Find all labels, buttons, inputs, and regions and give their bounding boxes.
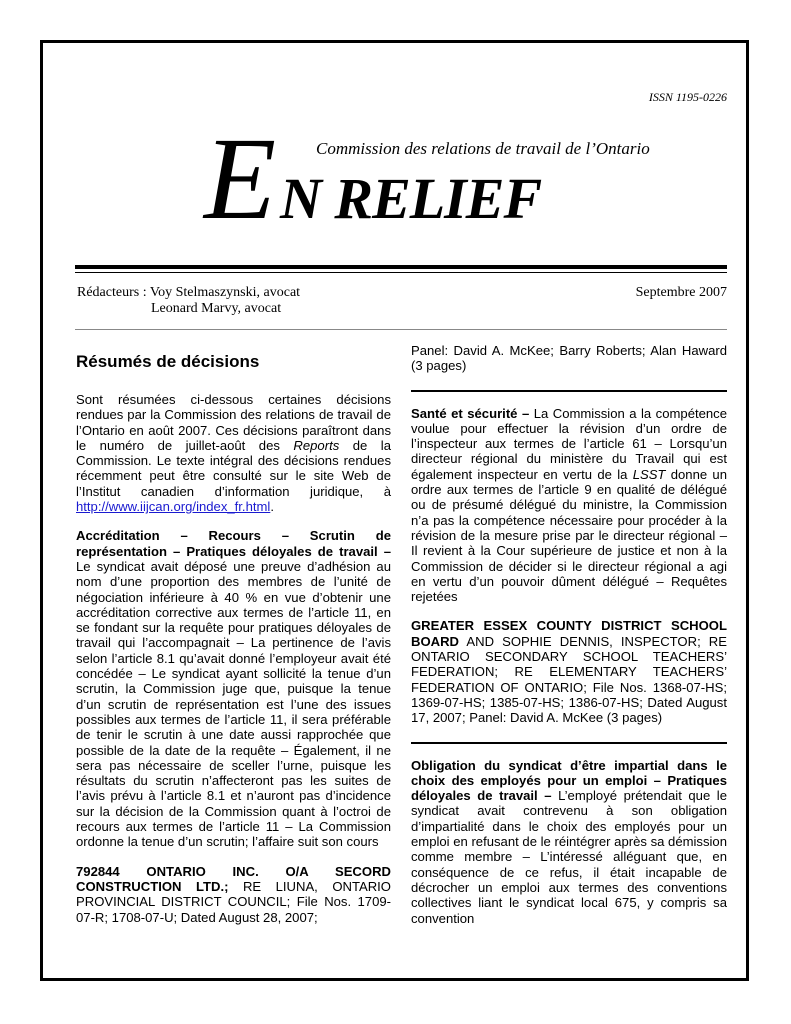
editors-rule <box>75 329 727 330</box>
case-party: 792844 ONTARIO INC. O/A SECORD CONSTRUCTION LTD.; <box>76 863 391 894</box>
case-summary: Obligation du syndicat d’être impartial dans le choix des employés pour un emploi – Pratiques déloyales de travail – L’employé prétendait que le syndicat avait contrevenu à son obligation d’impartialité dans le choix des employés pour un emploi en refusant de le réintégrer après sa démission comme membre – L’intéressé alléguant que, en conséquence de ce refus, il était incapable de décrocher un emploi aux termes des conventions collectives liant le syndicat local 675, y compris sa convention <box>411 757 727 926</box>
case-summary: Santé et sécurité – La Commission a la compétence voulue pour effectuer la révision d’un ordre de l’inspecteur aux termes de l’article 61 – Lorsqu’un directeur régional du ministère du Travail qui est également inspecteur en vertu de la LSST donne un ordre aux termes de l’article 9 en qualité de délégué ou de présumé délégué du ministre, la Commission n’a pas la compétence nécessaire pour procéder à la révision de la mesure prise par le directeur régional – Il revient à la Cour supérieure de justice et non à la Commission de décider si le directeur régional a agi en vertu d’un pouvoir dûment délégué – Requêtes rejetées <box>411 405 728 605</box>
case-body: Le syndicat avait déposé une preuve d’adhésion au nom d’une proportion des membres de l’unité de négociation inférieure à 40 % en vue d’obtenir une accréditation corrective aux termes de l’article 11, en se fondant sur la requête pour pratiques déloyales de travail qui l’accompagnait – La pertinence de l’avis selon l’article 8.1 qu’avait donné l’employeur avait été concédée – Le syndicat ayant sollicité la tenue d’un scrutin, la Commission juge que, puisque la tenue d’un scrutin de représentation est l’une des issues possibles aux termes de l’article 11, il sera préférable de tenir le scrutin à une date aussi rapprochée que possible de la date de la requête – Également, il ne sera pas nécessaire de sceller l’urne, puisque les résultats du scrutin n’affecteront pas les suites de l’avis prévu à l’article 8.1 et n’auront pas d’incidence sur la décision de la Commission quant à l’octroi de recours aux termes de l’article 11 – La Commission ordonne la tenue d’un scrutin; l’affaire suit son cours <box>76 558 391 850</box>
masthead-subtitle: Commission des relations de travail de l’Ontario <box>316 139 650 158</box>
masthead-initial: E <box>204 113 275 244</box>
editors-block <box>77 285 300 317</box>
case-citation: GREATER ESSEX COUNTY DISTRICT SCHOOL BOARD AND SOPHIE DENNIS, INSPECTOR; RE ONTARIO SECONDARY SCHOOL TEACHERS’ FEDERATION; RE ELEMENTARY TEACHERS’ FEDERATION OF ONTARIO; File Nos. 1368-07-HS; 1369-07-HS; 1385-07-HS; 1386-07-HS; Dated August 17, 2007; Panel: David A. McKee (3 pages) <box>411 618 727 726</box>
header-rule-thin <box>75 272 727 273</box>
editors-line-2: Leonard Marvy, avocat <box>151 301 282 316</box>
issn-number: ISSN 1195-0226 <box>648 90 727 104</box>
case-title: Santé et sécurité – <box>411 405 530 421</box>
intro-paragraph: Sont résumées ci-dessous certaines décisions rendues par la Commission des relations de travail de l’Ontario en août 2007. Ces décisions paraîtront dans le numéro de juillet-août des Reports de la Commission. Le texte intégral des décisions rendues récemment peut être consulté sur le site Web de l’Institut canadien d’information juridique, à http://www.iijcan.org/index_fr.html. <box>76 392 392 515</box>
lsst-abbrev: LSST <box>632 466 666 482</box>
editors-line-1: Rédacteurs : Voy Stelmaszynski, avocat <box>77 285 301 300</box>
reports-title: Reports <box>293 437 340 453</box>
case-separator <box>411 390 727 392</box>
case-summary <box>76 528 391 849</box>
case-title: Accréditation – Recours – Scrutin de représentation – Pratiques déloyales de travail – <box>76 528 391 559</box>
case-citation-continued: Panel: David A. McKee; Barry Roberts; Alan Haward (3 pages) <box>411 343 727 374</box>
case-party: GREATER ESSEX COUNTY DISTRICT SCHOOL BOARD <box>411 618 727 649</box>
case-citation: 792844 ONTARIO INC. O/A SECORD CONSTRUCTION LTD.; RE LIUNA, ONTARIO PROVINCIAL DISTRICT COUNCIL; File Nos. 1709-07-R; 1708-07-U; Dated August 28, 2007; <box>76 863 391 925</box>
header-rule-thick <box>75 265 727 269</box>
masthead-title: N RELIEF <box>280 166 542 231</box>
case-title: Obligation du syndicat d’être impartial dans le choix des employés pour un emploi – Pratiques déloyales de travail – <box>411 757 727 804</box>
section-heading: Résumés de décisions <box>76 352 260 371</box>
right-column <box>411 343 727 940</box>
case-separator <box>411 742 727 744</box>
canlii-link[interactable]: http://www.iijcan.org/index_fr.html <box>76 499 271 515</box>
left-column <box>76 352 391 939</box>
issue-date: Septembre 2007 <box>635 285 727 300</box>
